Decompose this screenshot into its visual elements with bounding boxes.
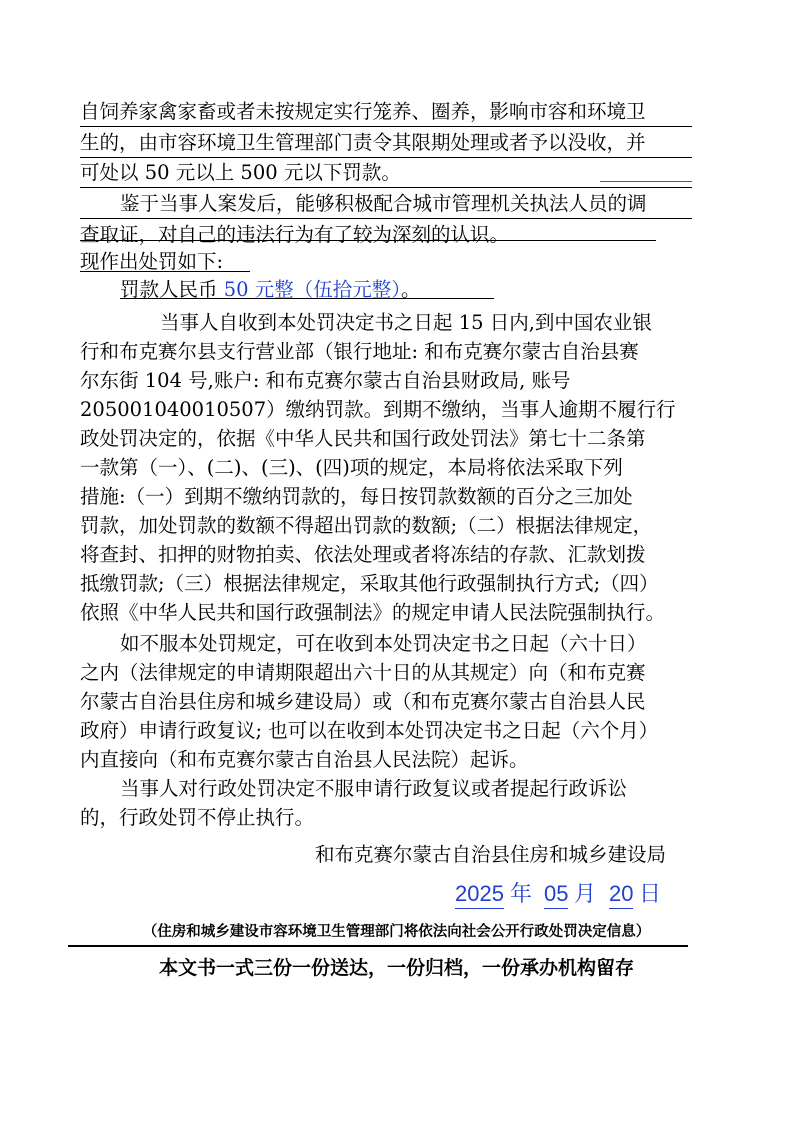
date-month: 05	[544, 880, 568, 909]
paragraph-5-line-7: 措施:（一）到期不缴纳罚款的，每日按罚款数额的百分之三加处	[80, 485, 633, 508]
red-underline	[600, 181, 692, 182]
paragraph-2-line-1: 鉴于当事人案发后，能够积极配合城市管理机关执法人员的调	[120, 192, 647, 215]
paragraph-3: 现作出处罚如下:	[80, 250, 224, 273]
paragraph-5-line-9: 将查封、扣押的财物拍卖、依法处理或者将冻结的存款、汇款划拨	[80, 543, 646, 566]
date-year: 2025	[455, 880, 504, 909]
paragraph-7-line-1: 当事人对行政处罚决定不服申请行政复议或者提起行政诉讼	[120, 777, 628, 800]
paragraph-6-line-4: 政府）申请行政复议; 也可以在收到本处罚决定书之日起（六个月）	[80, 719, 659, 742]
fine-suffix: 。	[400, 278, 421, 301]
date-day: 20	[609, 880, 633, 909]
issuer-name: 和布克赛尔蒙古自治县住房和城乡建设局	[315, 843, 667, 866]
paragraph-2-line-2: 查取证，对自己的违法行为有了较为深刻的认识。	[80, 223, 510, 246]
underline	[80, 157, 692, 158]
underline	[80, 240, 656, 241]
paragraph-5-line-2: 行和布克赛尔县支行营业部（银行地址: 和布克赛尔蒙古自治县赛	[80, 340, 639, 363]
footer-note: 本文书一式三份一份送达，一份归档，一份承办机构留存	[158, 957, 634, 979]
fine-prefix: 罚款人民币	[120, 278, 224, 301]
underline	[80, 126, 692, 127]
paragraph-1-line-1: 自饲养家禽家畜或者未按规定实行笼养、圈养，影响市容和环境卫	[80, 100, 646, 123]
date-day-unit: 日	[639, 881, 662, 906]
paragraph-5-line-3: 尔东街 104 号,账户: 和布克赛尔蒙古自治县财政局, 账号	[80, 369, 571, 392]
date-month-unit: 月	[574, 881, 597, 906]
paragraph-5-line-4: 205001040010507）缴纳罚款。到期不缴纳，当事人逾期不履行行	[80, 398, 676, 421]
paragraph-5-line-10: 抵缴罚款;（三）根据法律规定，采取其他行政强制执行方式;（四）	[80, 572, 659, 595]
paragraph-5-line-5: 政处罚决定的，依据《中华人民共和国行政处罚法》第七十二条第	[80, 427, 646, 450]
paragraph-6-line-1: 如不服本处罚规定，可在收到本处罚决定书之日起（六十日）	[120, 632, 647, 655]
fine-line	[120, 277, 420, 303]
fine-amount: 50 元整（伍拾元整）	[223, 278, 401, 301]
divider	[68, 945, 688, 947]
paragraph-6-line-3: 尔蒙古自治县住房和城乡建设局）或（和布克赛尔蒙古自治县人民	[80, 690, 646, 713]
paragraph-5-line-8: 罚款，加处罚款的数额不得超出罚款的数额;（二）根据法律规定，	[80, 514, 653, 537]
underline	[80, 187, 692, 188]
paragraph-1-line-3: 可处以 50 元以上 500 元以下罚款。	[80, 161, 401, 184]
paragraph-1-line-2: 生的，由市容环境卫生管理部门责令其限期处理或者予以没收，并	[80, 131, 646, 154]
paragraph-5-line-6: 一款第（一）、(二)、(三)、(四)项的规定，本局将依法采取下列	[80, 456, 623, 479]
paragraph-7-line-2: 的，行政处罚不停止执行。	[80, 806, 315, 829]
date-year-unit: 年	[510, 881, 533, 906]
underline	[80, 218, 692, 219]
disclosure-notice: （住房和城乡建设市容环境卫生管理部门将依法向社会公开行政处罚决定信息）	[142, 924, 651, 940]
underline	[120, 298, 494, 299]
paragraph-5-line-1: 当事人自收到本处罚决定书之日起 15 日内,到中国农业银	[160, 311, 652, 334]
paragraph-5-line-11: 依照《中华人民共和国行政强制法》的规定申请人民法院强制执行。	[80, 601, 666, 624]
paragraph-6-line-5: 内直接向（和布克赛尔蒙古自治县人民法院）起诉。	[80, 748, 529, 771]
underline	[80, 271, 250, 272]
paragraph-6-line-2: 之内（法律规定的申请期限超出六十日的从其规定）向（和布克赛	[80, 661, 646, 684]
